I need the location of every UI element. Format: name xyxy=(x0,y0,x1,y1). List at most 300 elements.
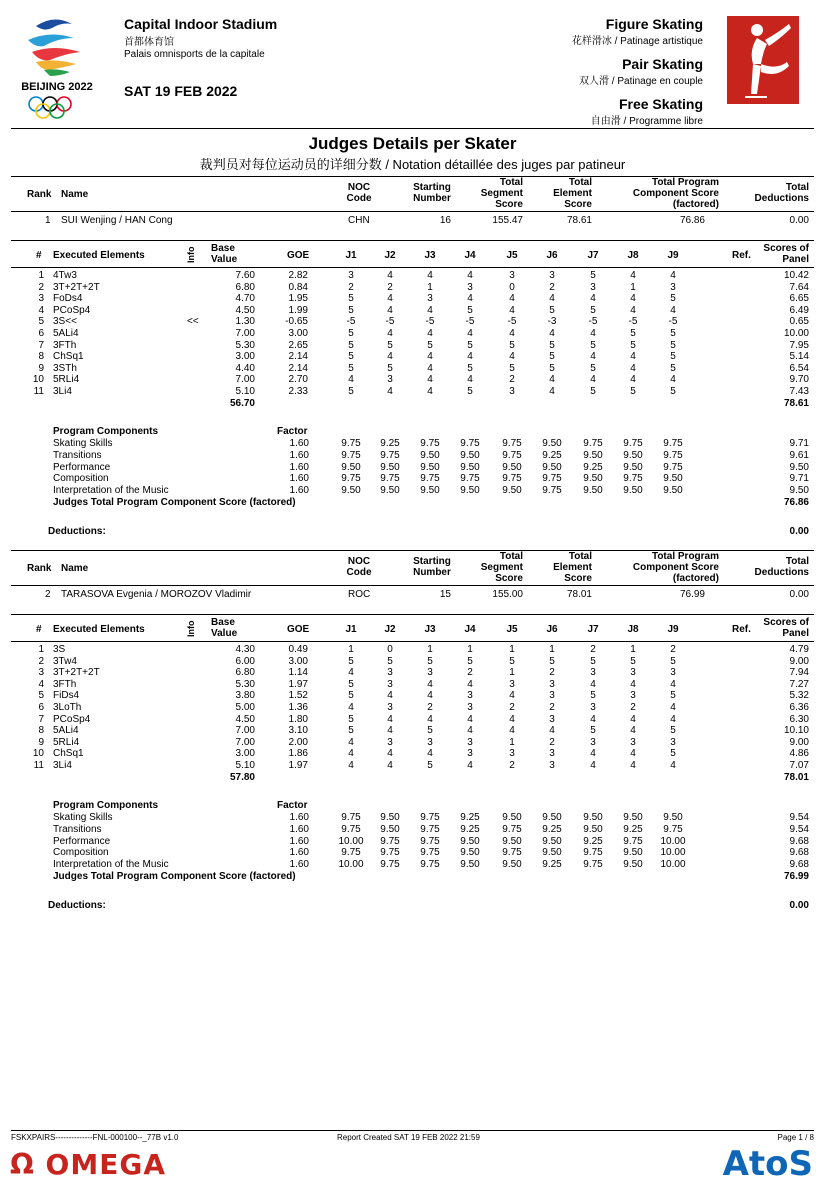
element-row xyxy=(11,644,814,656)
pcs-total-value: 76.86 xyxy=(783,497,809,508)
judge-9-score: 4 xyxy=(670,678,676,690)
goe-value: 2.14 xyxy=(288,362,308,374)
component-name: Transitions xyxy=(53,449,102,461)
judge-2-score: 4 xyxy=(387,748,393,760)
judge-2-score: 5 xyxy=(387,655,393,667)
element-code: 3Tw4 xyxy=(53,655,77,667)
judge-3-score: 1 xyxy=(427,644,433,655)
judge-6-score: 2 xyxy=(549,736,555,748)
component-factor: 1.60 xyxy=(289,473,309,485)
component-judge-2: 9.25 xyxy=(380,438,400,449)
base-value: 5.10 xyxy=(235,760,255,771)
element-row xyxy=(11,737,814,749)
deductions-row xyxy=(11,900,814,912)
judge-8-score: -5 xyxy=(628,316,638,328)
component-judge-8: 9.50 xyxy=(623,847,643,859)
judge-7-score: 3 xyxy=(590,702,596,713)
event-date: SAT 19 FEB 2022 xyxy=(124,83,238,99)
col-judge-8: J8 xyxy=(627,250,639,261)
judge-6-score: 2 xyxy=(549,702,555,713)
panel-score: 0.65 xyxy=(789,316,809,328)
judge-9-score: 4 xyxy=(670,713,676,725)
judge-8-score: 4 xyxy=(630,270,636,281)
judge-5-score: 1 xyxy=(509,736,515,748)
component-row xyxy=(11,438,814,450)
component-row xyxy=(11,812,814,824)
judge-9-score: 5 xyxy=(670,690,676,702)
component-judge-3: 9.75 xyxy=(420,473,440,485)
component-judge-7: 9.50 xyxy=(583,812,603,823)
goe-value: 1.86 xyxy=(288,748,308,760)
judge-6-score: 3 xyxy=(549,270,555,281)
judge-8-score: 4 xyxy=(630,374,636,386)
venue-name: Capital Indoor Stadium xyxy=(124,16,278,32)
component-name: Skating Skills xyxy=(53,812,113,823)
pcs-total-label: Judges Total Program Component Score (factored) xyxy=(53,871,296,882)
skater-summary-row xyxy=(11,215,814,227)
judge-4-score: 5 xyxy=(467,339,473,351)
judge-6-score: 4 xyxy=(549,328,555,339)
factor-title: Factor xyxy=(277,800,308,811)
element-number: 5 xyxy=(38,316,44,328)
base-value: 1.30 xyxy=(235,316,255,328)
component-row xyxy=(11,824,814,836)
base-value: 3.00 xyxy=(235,748,255,760)
col-noc: NOC Code xyxy=(346,556,372,578)
judge-3-score: 4 xyxy=(427,678,433,690)
judge-7-score: 5 xyxy=(590,339,596,351)
element-number: 6 xyxy=(38,328,44,339)
judge-1-score: 4 xyxy=(348,760,354,771)
element-code: ChSq1 xyxy=(53,351,84,363)
goe-value: 0.84 xyxy=(288,281,308,293)
col-number: # xyxy=(36,250,42,261)
component-judge-6: 9.75 xyxy=(542,485,562,497)
judge-1-score: 1 xyxy=(348,644,354,655)
component-judge-8: 9.50 xyxy=(623,461,643,473)
judge-2-score: 2 xyxy=(387,281,393,293)
judge-3-score: 4 xyxy=(427,304,433,316)
pcs-total-value: 76.99 xyxy=(783,871,809,882)
component-factor: 1.60 xyxy=(289,461,309,473)
component-judge-9: 9.75 xyxy=(663,461,683,473)
logo-text: BEIJING 2022 xyxy=(21,81,93,93)
element-row xyxy=(11,725,814,737)
judge-7-score: 4 xyxy=(590,351,596,363)
judge-5-score: 3 xyxy=(509,748,515,760)
venue-block xyxy=(124,16,277,60)
judge-9-score: 5 xyxy=(670,328,676,339)
element-code: 3S xyxy=(53,644,66,655)
base-value: 3.00 xyxy=(235,351,255,363)
judge-4-score: 4 xyxy=(467,293,473,305)
component-factor: 1.60 xyxy=(289,835,309,847)
panel-score: 6.30 xyxy=(789,713,809,725)
component-judge-8: 9.50 xyxy=(623,812,643,823)
judge-2-score: 4 xyxy=(387,270,393,281)
judge-3-score: 4 xyxy=(427,713,433,725)
event-block xyxy=(572,16,703,127)
goe-value: 1.36 xyxy=(288,702,308,713)
component-judge-4: 9.50 xyxy=(460,859,480,871)
deductions-label: Deductions: xyxy=(48,900,106,911)
goe-value: 1.95 xyxy=(288,293,308,305)
judge-4-score: 4 xyxy=(467,328,473,339)
component-judge-5: 9.50 xyxy=(502,485,522,497)
component-judge-6: 9.25 xyxy=(542,859,562,871)
component-factor: 1.60 xyxy=(289,449,309,461)
judge-3-score: 2 xyxy=(427,702,433,713)
judge-8-score: 3 xyxy=(630,736,636,748)
component-judge-4: 9.50 xyxy=(460,847,480,859)
judge-8-score: 2 xyxy=(630,702,636,713)
judge-7-score: 5 xyxy=(590,655,596,667)
pcs-value: 76.99 xyxy=(679,589,705,600)
program-components-title: Program Components xyxy=(53,426,159,437)
component-row xyxy=(11,859,814,871)
judge-9-score: 4 xyxy=(670,270,676,281)
component-score: 9.68 xyxy=(789,847,809,859)
judge-3-score: 1 xyxy=(427,281,433,293)
component-judge-3: 9.50 xyxy=(420,461,440,473)
elements-total-row xyxy=(11,398,814,410)
component-judge-7: 9.50 xyxy=(583,823,603,835)
col-judge-6: J6 xyxy=(546,624,558,635)
component-score: 9.54 xyxy=(789,823,809,835)
judge-3-score: 5 xyxy=(427,725,433,737)
judge-9-score: 3 xyxy=(670,667,676,679)
col-starting: Starting Number xyxy=(413,556,451,578)
col-ref: Ref. xyxy=(732,624,751,635)
element-row xyxy=(11,328,814,340)
component-score: 9.50 xyxy=(789,485,809,497)
col-tss: Total Segment Score xyxy=(480,551,523,584)
element-row xyxy=(11,374,814,386)
component-judge-6: 9.75 xyxy=(542,473,562,485)
component-judge-6: 9.50 xyxy=(542,461,562,473)
component-score: 9.61 xyxy=(789,449,809,461)
col-starting: Starting Number xyxy=(413,182,451,204)
element-code: 3FTh xyxy=(53,678,77,690)
component-score: 9.54 xyxy=(789,812,809,823)
col-executed-elements: Executed Elements xyxy=(53,250,145,261)
component-judge-2: 9.50 xyxy=(380,823,400,835)
judge-2-score: 4 xyxy=(387,328,393,339)
judge-7-score: 2 xyxy=(590,644,596,655)
element-row xyxy=(11,316,814,328)
judge-3-score: 4 xyxy=(427,328,433,339)
component-name: Transitions xyxy=(53,823,102,835)
component-score: 9.68 xyxy=(789,835,809,847)
judge-4-score: 3 xyxy=(467,736,473,748)
component-name: Performance xyxy=(53,835,111,847)
panel-score: 6.49 xyxy=(789,304,809,316)
component-score: 9.71 xyxy=(789,438,809,449)
component-judge-4: 9.50 xyxy=(460,461,480,473)
component-row xyxy=(11,485,814,497)
goe-value: 3.00 xyxy=(288,328,308,339)
tes-value: 78.01 xyxy=(566,589,592,600)
element-row xyxy=(11,667,814,679)
component-judge-9: 9.50 xyxy=(663,485,683,497)
component-judge-8: 9.50 xyxy=(623,859,643,871)
element-number: 9 xyxy=(38,736,44,748)
base-value: 7.00 xyxy=(235,725,255,737)
element-code: 5RLi4 xyxy=(53,374,80,386)
component-name: Composition xyxy=(53,847,109,859)
title-sub: 裁判员对每位运动员的详细分数 / Notation détaillée des juges par patineur xyxy=(199,157,626,172)
judge-1-score: 5 xyxy=(348,713,354,725)
panel-score: 7.07 xyxy=(789,760,809,771)
goe-value: 1.99 xyxy=(288,304,308,316)
tss-value: 155.00 xyxy=(492,589,523,600)
component-factor: 1.60 xyxy=(289,847,309,859)
judge-4-score: 1 xyxy=(467,644,473,655)
judge-2-score: 3 xyxy=(387,667,393,679)
judge-7-score: 3 xyxy=(590,281,596,293)
panel-score: 4.86 xyxy=(789,748,809,760)
component-factor: 1.60 xyxy=(289,485,309,497)
component-judge-7: 9.50 xyxy=(583,449,603,461)
base-value: 5.10 xyxy=(235,386,255,397)
col-judge-4: J4 xyxy=(464,250,476,261)
col-judge-2: J2 xyxy=(384,250,396,261)
component-judge-2: 9.50 xyxy=(380,461,400,473)
component-row xyxy=(11,836,814,848)
event-sub: 双人滑 / Patinage en couple xyxy=(579,76,703,87)
element-row xyxy=(11,270,814,282)
segment-name: Free Skating xyxy=(618,96,703,112)
judge-7-score: 4 xyxy=(590,713,596,725)
component-judge-7: 9.25 xyxy=(583,835,603,847)
judge-7-score: 4 xyxy=(590,678,596,690)
col-judge-3: J3 xyxy=(424,624,436,635)
judge-6-score: -3 xyxy=(547,316,557,328)
judge-2-score: -5 xyxy=(385,316,395,328)
judge-8-score: 5 xyxy=(630,386,636,397)
judge-3-score: 4 xyxy=(427,748,433,760)
judge-7-score: 3 xyxy=(590,736,596,748)
judge-4-score: 3 xyxy=(467,702,473,713)
base-value: 4.50 xyxy=(235,304,255,316)
col-pcs: Total Program Component Score (factored) xyxy=(632,551,719,584)
judge-7-score: 5 xyxy=(590,725,596,737)
col-judge-5: J5 xyxy=(506,624,518,635)
tes-total: 78.01 xyxy=(783,771,809,783)
base-value: 6.80 xyxy=(235,667,255,679)
event-name: Pair Skating xyxy=(622,56,703,72)
element-row xyxy=(11,748,814,760)
judge-7-score: 3 xyxy=(590,667,596,679)
judge-4-score: 4 xyxy=(467,351,473,363)
component-judge-8: 9.50 xyxy=(623,485,643,497)
element-code: 3T+2T+2T xyxy=(53,667,100,679)
judge-5-score: 1 xyxy=(509,667,515,679)
component-judge-5: 9.50 xyxy=(502,812,522,823)
component-name: Skating Skills xyxy=(53,438,113,449)
component-judge-3: 9.50 xyxy=(420,485,440,497)
judge-6-score: 5 xyxy=(549,351,555,363)
component-row xyxy=(11,462,814,474)
element-number: 9 xyxy=(38,362,44,374)
element-code: FoDs4 xyxy=(53,293,83,305)
judge-5-score: -5 xyxy=(507,316,517,328)
component-judge-4: 9.50 xyxy=(460,485,480,497)
element-row xyxy=(11,656,814,668)
component-judge-8: 9.75 xyxy=(623,438,643,449)
judge-8-score: 4 xyxy=(630,748,636,760)
judge-4-score: -5 xyxy=(465,316,475,328)
judge-8-score: 1 xyxy=(630,644,636,655)
judge-4-score: 4 xyxy=(467,270,473,281)
judge-8-score: 4 xyxy=(630,678,636,690)
component-judge-1: 9.50 xyxy=(341,461,361,473)
element-code: FiDs4 xyxy=(53,690,80,702)
judge-2-score: 5 xyxy=(387,362,393,374)
component-judge-6: 9.50 xyxy=(542,438,562,449)
judge-5-score: 4 xyxy=(509,725,515,737)
component-judge-5: 9.50 xyxy=(502,835,522,847)
venue-name-zh: 首都体育馆 xyxy=(124,37,174,48)
judge-9-score: 4 xyxy=(670,304,676,316)
goe-value: 2.33 xyxy=(288,386,308,397)
base-value: 7.60 xyxy=(235,270,255,281)
omega-logo: Ω OMEGA xyxy=(10,1148,166,1181)
component-judge-9: 9.50 xyxy=(663,473,683,485)
component-factor: 1.60 xyxy=(289,812,309,823)
deductions-row xyxy=(11,526,814,538)
judge-2-score: 4 xyxy=(387,725,393,737)
component-judge-9: 10.00 xyxy=(660,847,686,859)
judge-8-score: 4 xyxy=(630,362,636,374)
goe-value: 3.00 xyxy=(288,655,308,667)
component-judge-4: 9.75 xyxy=(460,473,480,485)
component-judge-4: 9.25 xyxy=(460,823,480,835)
judge-6-score: 3 xyxy=(549,713,555,725)
col-judge-3: J3 xyxy=(424,250,436,261)
component-judge-9: 9.50 xyxy=(663,812,683,823)
element-code: 3STh xyxy=(53,362,77,374)
component-judge-8: 9.75 xyxy=(623,835,643,847)
judge-7-score: 4 xyxy=(590,760,596,771)
goe-value: 2.82 xyxy=(288,270,308,281)
judge-4-score: 3 xyxy=(467,748,473,760)
base-value: 7.00 xyxy=(235,328,255,339)
judge-4-score: 5 xyxy=(467,362,473,374)
skater-summary-header xyxy=(11,176,814,212)
skater-summary-row xyxy=(11,589,814,601)
judge-8-score: 4 xyxy=(630,725,636,737)
judge-3-score: 5 xyxy=(427,760,433,771)
component-judge-1: 9.75 xyxy=(341,473,361,485)
atos-logo: AtoS xyxy=(722,1144,813,1184)
program-components-header xyxy=(11,426,814,438)
tes-total: 78.61 xyxy=(783,397,809,409)
goe-value: 2.00 xyxy=(288,736,308,748)
judge-9-score: 3 xyxy=(670,736,676,748)
component-judge-2: 9.75 xyxy=(380,449,400,461)
element-number: 2 xyxy=(38,655,44,667)
col-base-value: Base Value xyxy=(211,243,238,265)
judge-4-score: 4 xyxy=(467,725,473,737)
judge-8-score: 4 xyxy=(630,760,636,771)
panel-score: 4.79 xyxy=(789,644,809,655)
component-judge-9: 9.75 xyxy=(663,449,683,461)
component-judge-3: 9.75 xyxy=(420,859,440,871)
judge-1-score: -5 xyxy=(346,316,356,328)
component-name: Interpretation of the Music xyxy=(53,485,169,497)
judge-3-score: 3 xyxy=(427,736,433,748)
component-judge-9: 10.00 xyxy=(660,835,686,847)
judge-3-score: 4 xyxy=(427,270,433,281)
element-number: 10 xyxy=(32,748,44,760)
panel-score: 7.95 xyxy=(789,339,809,351)
judge-8-score: 3 xyxy=(630,667,636,679)
elements-header xyxy=(11,614,814,642)
judge-1-score: 4 xyxy=(348,736,354,748)
panel-score: 7.27 xyxy=(789,678,809,690)
judge-9-score: 4 xyxy=(670,702,676,713)
component-judge-7: 9.50 xyxy=(583,473,603,485)
judge-1-score: 5 xyxy=(348,386,354,397)
component-judge-2: 9.75 xyxy=(380,847,400,859)
element-number: 2 xyxy=(38,281,44,293)
base-value: 5.30 xyxy=(235,678,255,690)
starting-value: 16 xyxy=(439,215,451,226)
col-name: Name xyxy=(61,189,89,200)
goe-value: 2.14 xyxy=(288,351,308,363)
judge-1-score: 5 xyxy=(348,293,354,305)
element-code: 5ALi4 xyxy=(53,328,79,339)
judge-3-score: 3 xyxy=(427,667,433,679)
deductions-value: 0.00 xyxy=(789,589,809,600)
judge-6-score: 2 xyxy=(549,667,555,679)
element-code: PCoSp4 xyxy=(53,713,91,725)
panel-score: 5.14 xyxy=(789,351,809,363)
judge-9-score: 4 xyxy=(670,374,676,386)
col-judge-4: J4 xyxy=(464,624,476,635)
col-judge-5: J5 xyxy=(506,250,518,261)
pcs-total-row xyxy=(11,871,814,883)
factor-title: Factor xyxy=(277,426,308,437)
tss-value: 155.47 xyxy=(492,215,523,226)
component-judge-6: 9.50 xyxy=(542,847,562,859)
component-factor: 1.60 xyxy=(289,859,309,871)
component-judge-4: 9.50 xyxy=(460,449,480,461)
component-judge-4: 9.25 xyxy=(460,812,480,823)
component-judge-5: 9.75 xyxy=(502,473,522,485)
element-row xyxy=(11,351,814,363)
component-judge-9: 9.75 xyxy=(663,438,683,449)
component-judge-5: 9.50 xyxy=(502,859,522,871)
col-base-value: Base Value xyxy=(211,617,238,639)
judge-9-score: 5 xyxy=(670,725,676,737)
goe-value: 2.70 xyxy=(288,374,308,386)
col-rank: Rank xyxy=(27,563,52,574)
skater-block xyxy=(11,176,814,546)
goe-value: 1.80 xyxy=(288,713,308,725)
goe-value: 2.65 xyxy=(288,339,308,351)
program-components-title: Program Components xyxy=(53,800,159,811)
col-judge-1: J1 xyxy=(345,624,357,635)
judge-1-score: 5 xyxy=(348,328,354,339)
judge-3-score: -5 xyxy=(425,316,435,328)
judge-5-score: 4 xyxy=(509,293,515,305)
panel-score: 10.10 xyxy=(783,725,809,737)
element-number: 11 xyxy=(33,386,44,397)
judge-7-score: 5 xyxy=(590,690,596,702)
col-rank: Rank xyxy=(27,189,52,200)
